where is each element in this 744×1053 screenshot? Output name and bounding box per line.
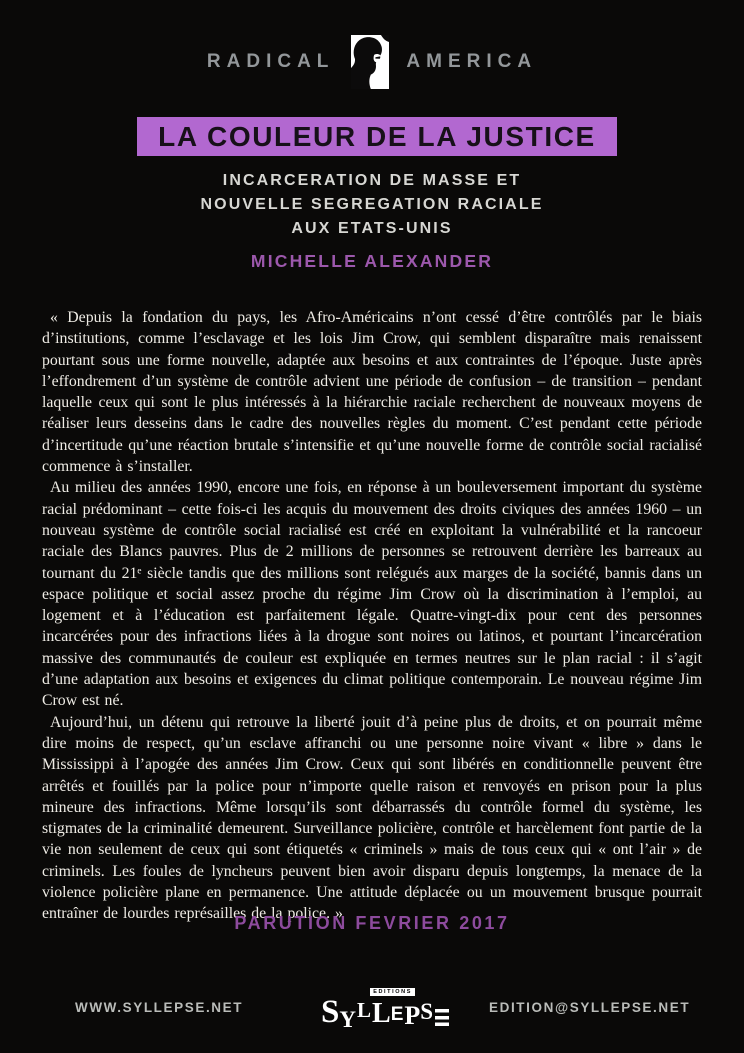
collection-brand (0, 34, 744, 90)
book-excerpt (42, 307, 702, 925)
book-subtitle (0, 169, 744, 241)
subtitle-line-2: NOUVELLE SEGREGATION RACIALE (200, 196, 544, 213)
title-banner (137, 117, 617, 156)
author-name: MICHELLE ALEXANDER (250, 251, 494, 271)
book-title: LA COULEUR DE LA JUSTICE (158, 120, 596, 152)
excerpt-paragraph: Au milieu des années 1990, encore une fois, en réponse à un bouleversement important du système racial prédominant – cette fois-ci les acquis du mouvement des droits civiques des années 1960 – un nouveau système de contrôle social racialisé est créé en exploitant la vulnérabilité et la rancoeur raciale des Blancs pauvres. Plus de 2 millions de personnes se retrouvent derrière les barreaux au tournant du 21ᵉ siècle tandis que des millions sont relégués aux marges de la société, bannis dans un espace politique et social assez proche du régime Jim Crow où la discrimination à l’emploi, au logement et à l’éducation est parfaitement légale. Quatre-vingt-dix pour cent des personnes incarcérées pour des infractions liées à la drogue sont noires ou latinos, et pourtant l’incarcération massive des communautés de couleur est expliquée en termes neutres sur le plan racial : il s’agit d’une adaptation aux besoins et exigences du climat politique contemporain. Le nouveau régime Jim Crow est né. (42, 479, 702, 710)
brand-word-left: RADICAL (206, 51, 335, 72)
excerpt-paragraph: Aujourd’hui, un détenu qui retrouve la liberté jouit d’à peine plus de droits, et on pourrait même dire moins de respect, qu’un esclave affranchi ou une personne noire vivant « libre » dans le Mississippi à l’apogée des années Jim Crow. Ceux qui sont libérés en conditionnelle peuvent être arrêtés et fouillés par la police pour n’importe quelle raison et renvoyés en prison pour la plus mineure des infractions. Même lorsqu’ils sont débarrassés du contrôle formel du système, les stigmates de la criminalité demeurent. Surveillance policière, contrôle et harcèlement font partie de la vie non seulement de ceux qui sont étiquetés « criminels » mais de tous ceux qui « ont l’air » de criminels. Les foules de lyncheurs peuvent bien avoir disparu depuis longtemps, la menace de la violence policière plane en permanence. Une attitude déplacée ou un mouvement brusque pourrait entraîner de lourdes représailles de la police. » (42, 713, 702, 923)
publisher-website: WWW.SYLLEPSE.NET (75, 1000, 244, 1015)
release-date: PARUTION FEVRIER 2017 (234, 913, 510, 933)
excerpt-paragraph: « Depuis la fondation du pays, les Afro-Américains n’ont cessé d’être contrôlés par le biais d’institutions, comme l’esclavage et les lois Jim Crow, qui semblent disparaître mais renaissent pourtant sous une forme nouvelle, adaptée aux besoins et aux contraintes de l’époque. Juste après l’effondrement d’un système de contrôle advient une période de confusion – de transition – pendant laquelle ceux qui sont le plus intéressés à la hiérarchie raciale recherchent de nouveaux moyens de réaliser leurs desseins dans le cadre des nouvelles règles du moment. C’est pendant cette période d’incertitude qu’une réaction brutale s’intensifie et qu’une nouvelle forme de contrôle social racialisé commence à s’installer. (42, 309, 702, 476)
publisher-email: EDITION@SYLLEPSE.NET (489, 1000, 691, 1015)
syllepse-logo (321, 988, 434, 1033)
brand-word-right: AMERICA (406, 51, 538, 72)
subtitle-line-3: AUX ETATS-UNIS (291, 220, 453, 237)
radical-america-logo-icon (351, 35, 389, 89)
subtitle-line-1: INCARCERATION DE MASSE ET (222, 172, 522, 189)
syllepse-logo-wordmark: S Y L L E P S (321, 999, 449, 1026)
syllepse-logo-tagline: EDITIONS (370, 988, 415, 996)
